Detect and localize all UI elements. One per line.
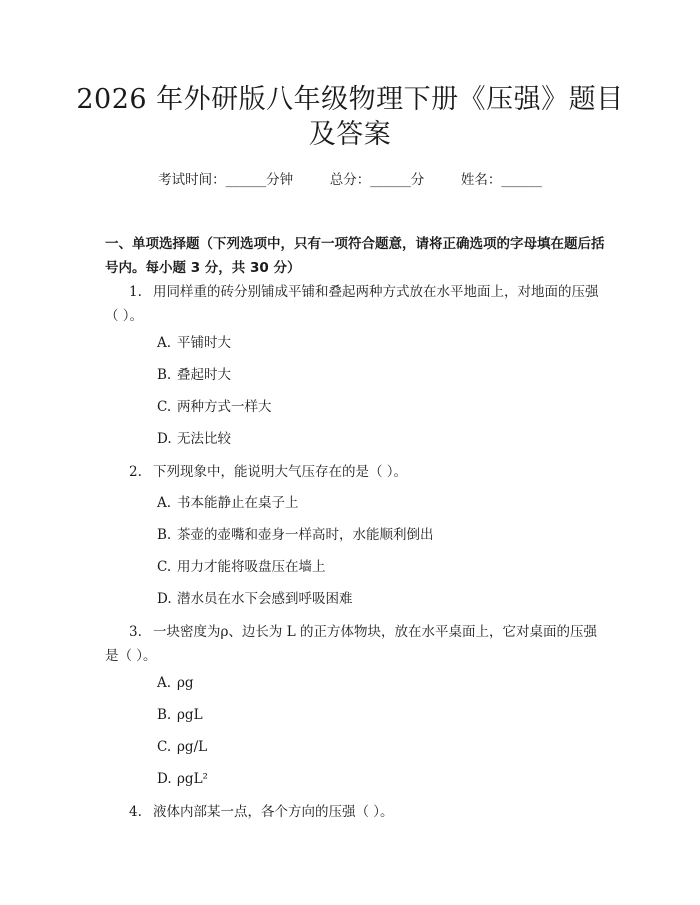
question-1 (105, 280, 605, 328)
question-2-option-d (157, 589, 353, 609)
question-2 (105, 460, 605, 484)
question-3-option-b (157, 705, 203, 725)
option-letter: C. (157, 559, 172, 575)
question-1-option-c (157, 397, 272, 417)
question-3-option-c (157, 737, 207, 757)
option-letter: A. (157, 495, 172, 511)
section-heading: 一、单项选择题（下列选项中，只有一项符合题意，请将正确选项的字母填在题后括号内。每小题 3 分，共 30 分） (105, 236, 605, 276)
question-2-option-a (157, 493, 299, 513)
exam-meta (0, 168, 700, 188)
option-letter: C. (157, 399, 172, 415)
option-text: 无法比较 (177, 431, 231, 447)
option-letter: A. (157, 675, 172, 691)
question-3 (105, 620, 605, 668)
option-letter: C. (157, 739, 172, 755)
question-3-option-a (157, 673, 194, 693)
question-text: 下列现象中，能说明大气压存在的是（ ）。 (153, 464, 408, 480)
option-letter: D. (157, 591, 172, 607)
question-text: 用同样重的砖分别铺成平铺和叠起两种方式放在水平地面上，对地面的压强（ ）。 (105, 284, 599, 324)
student-name-label: 姓名：______ (460, 172, 542, 188)
option-text: 茶壶的壶嘴和壶身一样高时，水能顺利倒出 (177, 527, 434, 543)
option-text: 书本能静止在桌子上 (177, 495, 299, 511)
option-letter: B. (157, 527, 172, 543)
option-letter: D. (157, 431, 172, 447)
option-text: 平铺时大 (177, 335, 231, 351)
question-3-option-d (157, 769, 208, 789)
question-number: 3. (129, 624, 142, 640)
question-number: 4. (129, 804, 142, 820)
question-number: 2. (129, 464, 142, 480)
question-text: 液体内部某一点，各个方向的压强（ ）。 (153, 804, 394, 820)
option-text: 用力才能将吸盘压在墙上 (177, 559, 326, 575)
exam-time-label: 考试时间：______分钟 (158, 172, 294, 188)
option-text: ρgL (177, 707, 203, 723)
option-text: ρg (177, 675, 194, 691)
question-1-option-b (157, 365, 231, 385)
title-line-1: 2026 年外研版八年级物理下册《压强》题目 (76, 84, 624, 115)
option-letter: B. (157, 707, 172, 723)
total-score-label: 总分：______分 (329, 172, 425, 188)
option-text: ρg/L (177, 739, 208, 755)
question-2-option-b (157, 525, 434, 545)
option-letter: B. (157, 367, 172, 383)
option-text: 两种方式一样大 (177, 399, 272, 415)
question-text: 一块密度为ρ、边长为 L 的正方体物块，放在水平桌面上，它对桌面的压强是（ ）。 (105, 624, 597, 664)
option-text: 叠起时大 (177, 367, 231, 383)
page-title (60, 82, 640, 152)
option-text: ρgL² (177, 771, 208, 787)
option-text: 潜水员在水下会感到呼吸困难 (177, 591, 353, 607)
question-number: 1. (129, 284, 142, 300)
question-1-option-d (157, 429, 231, 449)
question-4 (105, 800, 605, 824)
option-letter: A. (157, 335, 172, 351)
title-line-2: 及答案 (308, 119, 392, 150)
question-2-option-c (157, 557, 326, 577)
question-1-option-a (157, 333, 231, 353)
option-letter: D. (157, 771, 172, 787)
